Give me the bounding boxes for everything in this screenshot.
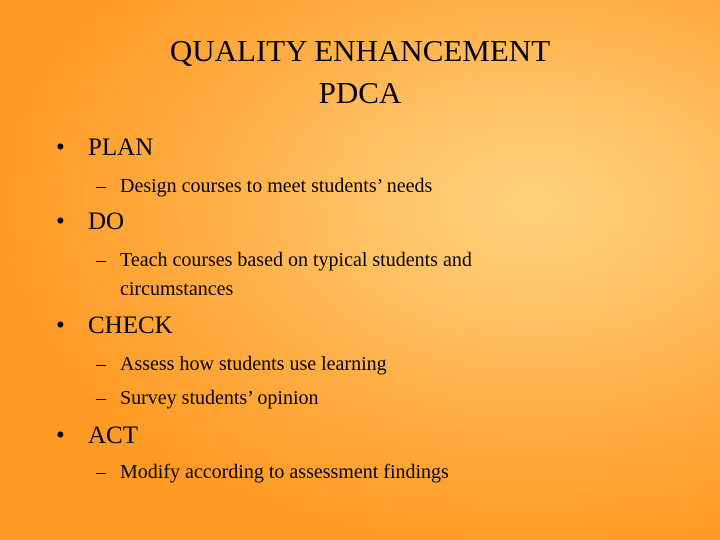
bullet-item-act xyxy=(56,420,138,452)
sub-item-teach-courses xyxy=(96,246,472,304)
bullet-item-do xyxy=(56,206,124,238)
sub-item-text: Assess how students use learning xyxy=(120,353,387,375)
sub-item-text: Modify according to assessment findings xyxy=(120,461,449,483)
slide-title xyxy=(0,30,720,114)
sub-item-survey-opinion xyxy=(96,384,319,413)
sub-item-text: Survey students’ opinion xyxy=(120,387,319,409)
slide-title-line-1: QUALITY ENHANCEMENT xyxy=(169,33,551,68)
dash-icon: – xyxy=(96,249,106,271)
bullet-icon: • xyxy=(56,134,65,161)
dash-icon: – xyxy=(96,353,106,375)
slide-title-line-2: PDCA xyxy=(318,75,402,110)
dash-icon: – xyxy=(96,175,106,197)
sub-item-text: Design courses to meet students’ needs xyxy=(120,175,433,197)
bullet-icon: • xyxy=(56,208,65,235)
bullet-label-check: CHECK xyxy=(88,312,173,339)
sub-item-text-line-1: Teach courses based on typical students and xyxy=(120,249,472,271)
bullet-icon: • xyxy=(56,422,65,449)
bullet-item-check xyxy=(56,310,173,342)
bullet-item-plan xyxy=(56,132,153,164)
sub-item-assess-learning xyxy=(96,350,387,379)
sub-item-text-line-2: circumstances xyxy=(120,278,234,300)
sub-item-modify xyxy=(96,458,449,487)
dash-icon: – xyxy=(96,461,106,483)
sub-item-design-courses xyxy=(96,172,432,201)
bullet-label-do: DO xyxy=(88,208,125,235)
bullet-label-plan: PLAN xyxy=(88,134,154,161)
bullet-icon: • xyxy=(56,312,65,339)
dash-icon: – xyxy=(96,387,106,409)
bullet-label-act: ACT xyxy=(88,422,138,449)
